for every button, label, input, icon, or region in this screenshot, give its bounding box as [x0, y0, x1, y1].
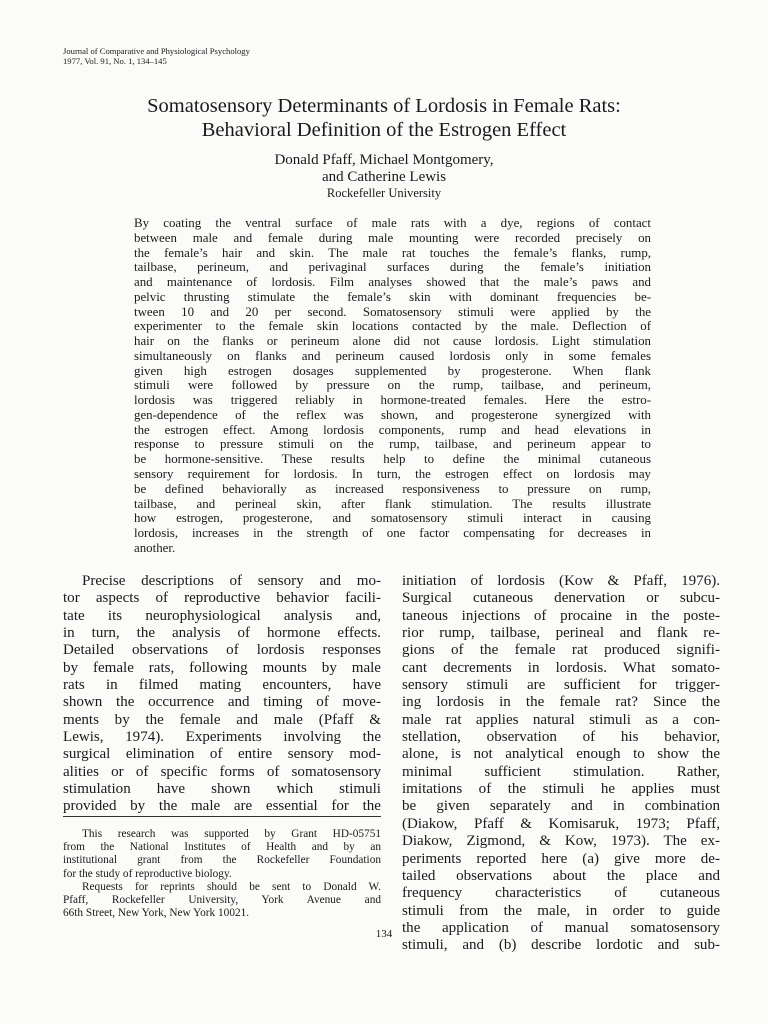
text-line: rats in filmed mating encounters, have — [63, 677, 381, 694]
text-line: the female’s hair and skin. The male rat touches the female’s flanks, rump, — [134, 245, 651, 260]
text-line: By coating the ventral surface of male rats with a dye, regions of contact — [134, 216, 651, 230]
text-line: tate its neurophysiological analysis and, — [63, 607, 381, 624]
body-column-left — [63, 573, 381, 816]
article-title — [60, 94, 708, 142]
author-line: Donald Pfaff, Michael Montgomery, — [274, 152, 494, 168]
text-line: tween 10 and 20 per second. Somatosensory stimuli were applied by the — [134, 304, 651, 319]
text-line: Detailed observations of lordosis responses — [63, 642, 381, 659]
journal-citation: 1977, Vol. 91, No. 1, 134–145 — [63, 56, 167, 66]
text-line: be defined behaviorally as increased responsiveness to pressure on rump, — [134, 481, 651, 496]
title-line: Behavioral Definition of the Estrogen Effect — [201, 119, 567, 141]
text-line: tor aspects of reproductive behavior facili- — [63, 590, 381, 607]
text-line: 66th Street, New York, New York 10021. — [63, 907, 250, 920]
text-line: stimuli from the male, in order to guide — [402, 902, 720, 919]
text-line: pelvic thrusting stimulate the female’s skin with dominant frequencies be- — [134, 289, 651, 304]
text-line: periments reported here (a) give more de- — [402, 850, 720, 867]
text-line: Pfaff, Rockefeller University, York Avenue and — [63, 894, 381, 907]
text-line: male rat applies natural stimuli as a con- — [402, 711, 720, 728]
text-line: shown the occurrence and timing of move- — [63, 694, 381, 711]
text-line: in turn, the analysis of hormone effects. — [63, 625, 381, 642]
text-line: alities or of specific forms of somatosensory — [63, 763, 381, 780]
text-line: surgical elimination of entire sensory mod- — [63, 746, 381, 763]
text-line: stimuli, and (b) describe lordotic and sub- — [402, 937, 720, 954]
abstract — [134, 216, 651, 556]
text-line: tailbase, and perineal skin, after flank stimulation. The results illustrate — [134, 496, 651, 511]
text-line: response to pressure stimuli on the rump, tailbase, and perineum appear to — [134, 437, 651, 452]
text-line: Lewis, 1974). Experiments involving the — [63, 729, 381, 746]
page-number: 134 — [375, 928, 393, 940]
text-line: stimulation have shown which stimuli — [63, 781, 381, 798]
text-line: tailed observations about the place and — [402, 867, 720, 884]
text-line: be given separately and in combination — [402, 798, 720, 815]
footnote-support — [63, 828, 381, 881]
text-line: experimenter to the female skin locations contacted by the male. Deflection of — [134, 319, 651, 334]
text-line: how estrogen, progesterone, and somatosensory stimuli interact in causing — [134, 511, 651, 526]
text-line: (Diakow, Pfaff & Komisaruk, 1973; Pfaff, — [402, 815, 720, 832]
text-line: another. — [134, 540, 176, 555]
footnote-divider — [63, 816, 381, 817]
text-line: provided by the male are essential for the — [63, 798, 381, 815]
text-line: taneous injections of procaine in the poste- — [402, 607, 720, 624]
text-line: hair on the flanks or perineum alone did not cause lordosis. Light stimulation — [134, 334, 651, 349]
text-line: imitations of the stimuli he applies must — [402, 781, 720, 798]
text-line: by female rats, following mounts by male — [63, 659, 381, 676]
text-line: cant decrements in lordosis. What somato- — [402, 659, 720, 676]
text-line: the estrogen effect. Among lordosis components, rump and head elevations in — [134, 422, 651, 437]
text-line: initiation of lordosis (Kow & Pfaff, 1976). — [402, 573, 720, 589]
text-line: stimuli were followed by pressure on the rump, tailbase, and perineum, — [134, 378, 651, 393]
text-line: between male and female during male mounting were recorded precisely on — [134, 230, 651, 245]
text-line: ments by the female and male (Pfaff & — [63, 711, 381, 728]
text-line: frequency characteristics of cutaneous — [402, 885, 720, 902]
footnote-reprints — [63, 881, 381, 921]
text-line: Precise descriptions of sensory and mo- — [82, 573, 381, 589]
text-line: and maintenance of lordosis. Film analyses showed that the male’s paws and — [134, 275, 651, 290]
text-line: Surgical cutaneous denervation or subcu- — [402, 590, 720, 607]
text-line: for the study of reproductive biology. — [63, 867, 232, 880]
text-line: sensory requirement for lordosis. In turn, the estrogen effect on lordosis may — [134, 467, 651, 482]
text-line: Diakow, Zigmond, & Kow, 1973). The ex- — [402, 833, 720, 850]
body-column-right — [402, 573, 720, 955]
text-line: gions of the female rat produced signifi- — [402, 642, 720, 659]
journal-name: Journal of Comparative and Physiological Psychology — [63, 46, 250, 56]
text-line: gen-dependence of the reflex was shown, and progesterone synergized with — [134, 407, 651, 422]
text-line: rior rump, tailbase, perineal and flank re- — [402, 625, 720, 642]
text-line: from the National Institutes of Health and by an — [63, 841, 381, 854]
journal-header — [63, 46, 250, 66]
text-line: ing lordosis in the female rat? Since the — [402, 694, 720, 711]
text-line: stellation, observation of his behavior, — [402, 729, 720, 746]
author-line: and Catherine Lewis — [321, 169, 447, 185]
text-line: tailbase, perineum, and perivaginal surfaces during the female’s initiation — [134, 260, 651, 275]
text-line: be hormone-sensitive. These results help to define the minimal cutaneous — [134, 452, 651, 467]
text-line: lordosis was triggered reliably in hormone-treated females. Here the estro- — [134, 393, 651, 408]
text-line: Requests for reprints should be sent to Donald W. — [82, 881, 381, 893]
text-line: minimal sufficient stimulation. Rather, — [402, 763, 720, 780]
text-line: alone, is not analytical enough to show the — [402, 746, 720, 763]
text-line: This research was supported by Grant HD-05751 — [82, 828, 381, 840]
affiliation: Rockefeller University — [326, 186, 442, 200]
text-line: simultaneously on flanks and perineum caused lordosis only in some females — [134, 348, 651, 363]
author-list — [60, 152, 708, 186]
text-line: lordosis, increases in the strength of one factor compensating for decreases in — [134, 526, 651, 541]
text-line: given high estrogen dosages supplemented by progesterone. When flank — [134, 363, 651, 378]
text-line: the application of manual somatosensory — [402, 919, 720, 936]
text-line: institutional grant from the Rockefeller Foundation — [63, 854, 381, 867]
title-line: Somatosensory Determinants of Lordosis in Female Rats: — [147, 95, 621, 117]
text-line: sensory stimuli are sufficient for trigger- — [402, 677, 720, 694]
